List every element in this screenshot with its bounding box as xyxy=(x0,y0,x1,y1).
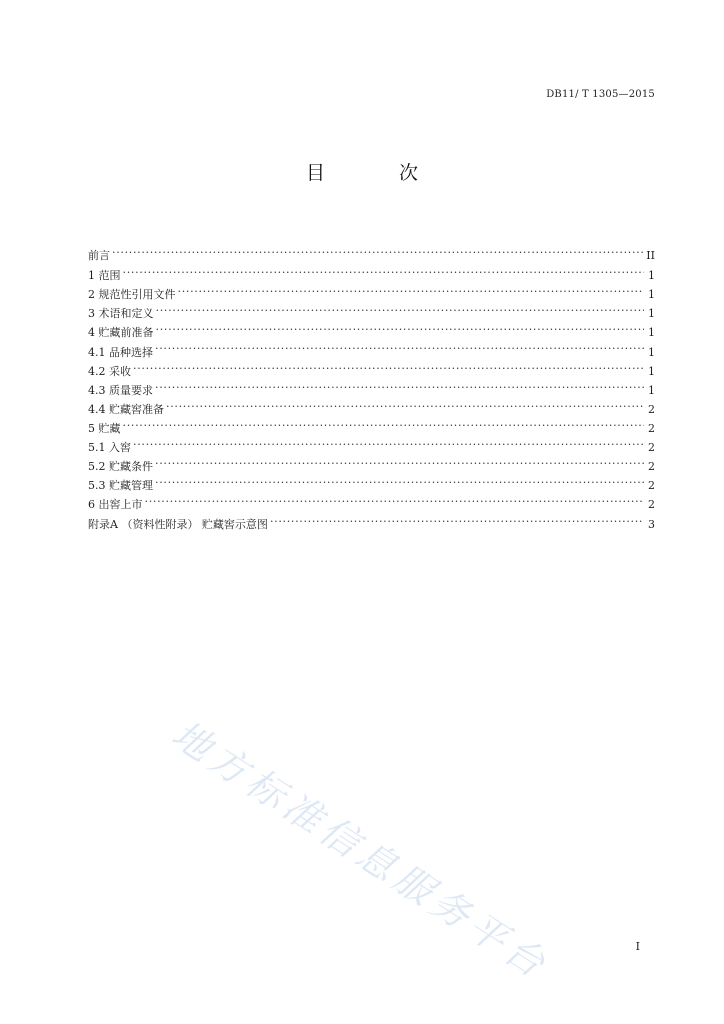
dot-leader xyxy=(156,298,645,317)
dot-leader xyxy=(123,413,645,432)
toc-entry-text: 4.1 品种选择 xyxy=(88,345,153,359)
toc-entry-page: 2 xyxy=(648,479,655,493)
toc-entry-text: 5 贮藏 xyxy=(88,421,121,435)
toc-entry-page: 1 xyxy=(648,326,655,340)
toc-entry-page: 2 xyxy=(648,460,655,474)
toc-entry-page: 3 xyxy=(648,518,655,532)
toc-entry-page: 1 xyxy=(648,345,655,359)
toc-entry-page: 2 xyxy=(648,421,655,435)
toc-entry-text: 4.4 贮藏窖准备 xyxy=(88,402,164,416)
toc-entry-text: 4.2 采收 xyxy=(88,364,131,378)
dot-leader xyxy=(133,356,644,375)
page-number: I xyxy=(635,940,640,953)
dot-leader xyxy=(123,260,645,279)
toc-entry-page: 1 xyxy=(648,383,655,397)
dot-leader xyxy=(112,240,643,259)
toc-title: 目 次 xyxy=(305,162,453,184)
toc-entry-quality-requirements[interactable] xyxy=(88,375,655,397)
toc-entry-page: 1 xyxy=(648,269,655,283)
toc-entry-terms-definitions[interactable] xyxy=(88,298,655,321)
toc-entry-text: 2 规范性引用文件 xyxy=(88,288,176,302)
toc-entry-text: 6 出窖上市 xyxy=(88,498,143,512)
toc-entry-storage[interactable] xyxy=(88,413,655,435)
toc-entry-page: 1 xyxy=(648,364,655,378)
toc-entry-cellar-preparation[interactable] xyxy=(88,394,655,416)
toc-entry-scope[interactable] xyxy=(88,260,655,283)
toc-entry-text: 前言 xyxy=(88,249,110,263)
toc-entry-text: 附录A （资料性附录） 贮藏窖示意图 xyxy=(88,518,268,532)
dot-leader xyxy=(155,470,644,489)
dot-leader xyxy=(155,451,644,470)
toc-entry-text: 5.1 入窖 xyxy=(88,441,131,455)
toc-entry-storage-conditions[interactable] xyxy=(88,451,655,474)
dot-leader xyxy=(133,432,644,451)
toc-entry-text: 3 术语和定义 xyxy=(88,307,154,321)
toc-entry-text: 5.2 贮藏条件 xyxy=(88,460,153,474)
toc-entry-page: 1 xyxy=(648,288,655,302)
toc-entry-cellar-exit[interactable] xyxy=(88,489,655,512)
standard-code: DB11/ T 1305—2015 xyxy=(546,89,655,100)
dot-leader xyxy=(155,336,644,355)
toc-entry-storage-management[interactable] xyxy=(88,470,655,493)
toc-entry-text: 4.3 质量要求 xyxy=(88,383,153,397)
toc-entry-page: 2 xyxy=(648,498,655,512)
dot-leader xyxy=(166,394,644,413)
table-of-contents xyxy=(88,240,655,532)
toc-entry-normative-references[interactable] xyxy=(88,279,655,302)
toc-entry-page: 2 xyxy=(648,402,655,416)
dot-leader xyxy=(145,489,645,508)
dot-leader xyxy=(155,375,644,394)
toc-entry-cellar-entry[interactable] xyxy=(88,432,655,455)
toc-entry-text: 5.3 贮藏管理 xyxy=(88,479,153,493)
toc-entry-harvesting[interactable] xyxy=(88,356,655,378)
toc-entry-variety-selection[interactable] xyxy=(88,336,655,359)
watermark: 地方标准信息服务平台 xyxy=(164,711,558,989)
toc-entry-annex-a[interactable] xyxy=(88,509,655,532)
dot-leader xyxy=(156,317,645,336)
toc-entry-text: 4 贮藏前准备 xyxy=(88,326,154,340)
dot-leader xyxy=(270,509,644,528)
toc-entry-page: II xyxy=(646,249,655,263)
toc-entry-pre-storage[interactable] xyxy=(88,317,655,340)
toc-entry-page: 1 xyxy=(648,307,655,321)
dot-leader xyxy=(178,279,645,298)
toc-entry-foreword[interactable] xyxy=(88,240,655,263)
toc-entry-page: 2 xyxy=(648,441,655,455)
toc-entry-text: 1 范围 xyxy=(88,269,121,283)
